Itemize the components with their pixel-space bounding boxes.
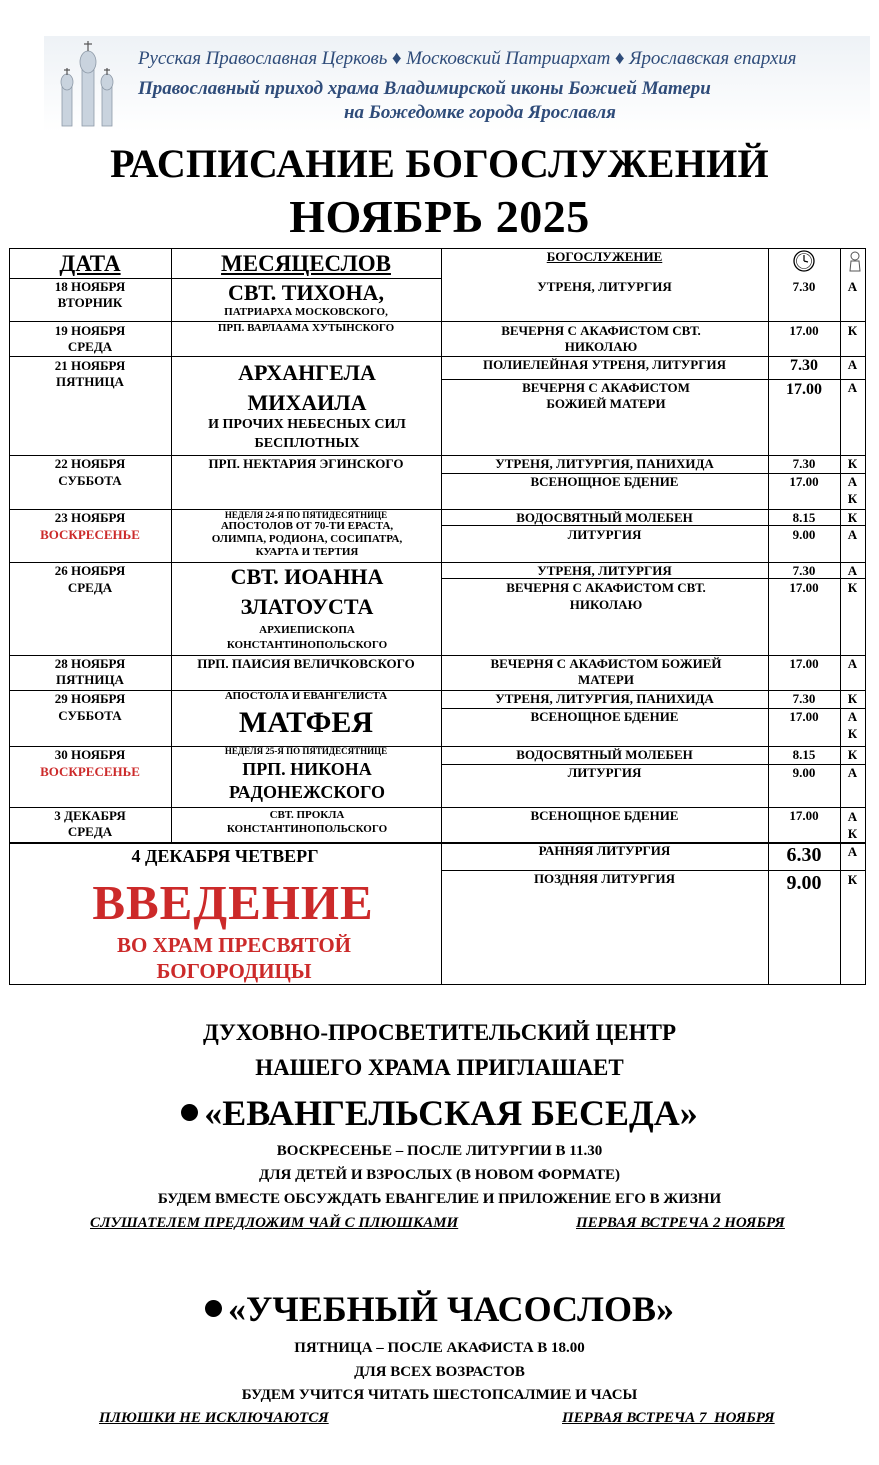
feast-subtitle: ВО ХРАМ ПРЕСВЯТОЙ БОГОРОДИЦЫ xyxy=(117,933,351,984)
bullet-icon xyxy=(205,1300,222,1317)
service-name: ВЕЧЕРНЯ С АКАФИСТОМ БОЖИЕЙ МАТЕРИ xyxy=(490,656,722,687)
clock-icon xyxy=(793,250,815,272)
service-name: УТРЕНЯ, ЛИТУРГИЯ, ПАНИХИДА xyxy=(495,691,714,706)
service-time: 7.30 xyxy=(792,563,816,578)
column-header-calendar: МЕСЯЦЕСЛОВ xyxy=(221,251,391,276)
event1-title: «ЕВАНГЕЛЬСКАЯ БЕСЕДА» xyxy=(204,1093,698,1133)
event1-title-row xyxy=(0,1092,879,1134)
event2-title-row xyxy=(0,1288,879,1330)
bullet-icon xyxy=(181,1104,198,1121)
feast-date: 4 ДЕКАБРЯ ЧЕТВЕРГ xyxy=(131,846,319,866)
page-title: РАСПИСАНИЕ БОГОСЛУЖЕНИЙ xyxy=(110,141,769,186)
service-name: УТРЕНЯ, ЛИТУРГИЯ xyxy=(537,563,672,578)
service-name: УТРЕНЯ, ЛИТУРГИЯ xyxy=(537,279,672,294)
event1-line-1: ВОСКРЕСЕНЬЕ – ПОСЛЕ ЛИТУРГИИ В 11.30 xyxy=(276,1143,603,1159)
service-time: 9.00 xyxy=(792,527,816,542)
row-saint-main: СВТ. ИОАННА ЗЛАТОУСТА xyxy=(230,564,384,619)
service-name: ВОДОСВЯТНЫЙ МОЛЕБЕН xyxy=(516,747,693,762)
event2-line-2: ДЛЯ ВСЕХ ВОЗРАСТОВ xyxy=(354,1364,525,1380)
row-date: 18 НОЯБРЯ ВТОРНИК xyxy=(54,279,126,310)
service-name: ЛИТУРГИЯ xyxy=(567,765,642,780)
service-time: 17.00 xyxy=(789,709,819,724)
row-saint-sub: АПОСТОЛОВ ОТ 70-ТИ ЕРАСТА, ОЛИМПА, РОДИОНА, СОСИПАТРА, КУАРТА И ТЕРТИЯ xyxy=(211,520,403,559)
row-saint-note: НЕДЕЛЯ 24-Я ПО ПЯТИДЕСЯТНИЦЕ xyxy=(224,510,388,520)
service-time: 17.00 xyxy=(789,656,819,671)
event1-line-3: БУДЕМ ВМЕСТЕ ОБСУЖДАТЬ ЕВАНГЕЛИЕ И ПРИЛОЖЕНИЕ ЕГО В ЖИЗНИ xyxy=(157,1191,722,1207)
event1-note-left: СЛУШАТЕЛЕМ ПРЕДЛОЖИМ ЧАЙ С ПЛЮШКАМИ xyxy=(90,1215,459,1231)
header-line-parish: Православный приход храма Владимирской иконы Божией Матери xyxy=(138,78,711,99)
grid-line xyxy=(865,248,866,985)
service-code: А xyxy=(847,357,858,372)
event2-note-right: ПЕРВАЯ ВСТРЕЧА 7 НОЯБРЯ xyxy=(562,1410,775,1426)
service-code: А К xyxy=(847,809,858,841)
service-code: К xyxy=(847,580,858,595)
row-saint-main: СВТ. ТИХОНА, xyxy=(228,280,384,305)
service-code: А xyxy=(847,563,858,578)
service-time: 7.30 xyxy=(792,691,816,706)
service-code: А К xyxy=(847,474,858,506)
center-line-1: ДУХОВНО-ПРОСВЕТИТЕЛЬСКИЙ ЦЕНТР xyxy=(202,1020,677,1045)
row-date: 23 НОЯБРЯ ВОСКРЕСЕНЬЕ xyxy=(40,510,140,542)
service-time: 6.30 xyxy=(786,844,822,866)
service-name: УТРЕНЯ, ЛИТУРГИЯ, ПАНИХИДА xyxy=(495,456,714,471)
service-name: ВЕЧЕРНЯ С АКАФИСТОМ СВТ. НИКОЛАЮ xyxy=(501,323,701,354)
priest-icon xyxy=(849,250,861,272)
row-saint-sub: СВТ. ПРОКЛА КОНСТАНТИНОПОЛЬСКОГО xyxy=(226,809,388,836)
column-header-date: ДАТА xyxy=(59,251,121,276)
row-saint-main: МАТФЕЯ xyxy=(238,706,374,739)
row-saint-main: АРХАНГЕЛА МИХАИЛА xyxy=(238,360,376,415)
row-saint-sub: И ПРОЧИХ НЕБЕСНЫХ СИЛ БЕСПЛОТНЫХ xyxy=(208,417,406,451)
service-code: А xyxy=(847,527,858,542)
event1-note-right: ПЕРВАЯ ВСТРЕЧА 2 НОЯБРЯ xyxy=(576,1215,785,1231)
service-code: А xyxy=(847,844,858,859)
service-code: К xyxy=(847,456,858,471)
service-time: 8.15 xyxy=(792,510,816,525)
column-header-service: БОГОСЛУЖЕНИЕ xyxy=(546,249,663,264)
service-time: 9.00 xyxy=(792,765,816,780)
service-name: ВСЕНОЩНОЕ БДЕНИЕ xyxy=(530,474,679,489)
service-name: РАННЯЯ ЛИТУРГИЯ xyxy=(538,843,671,858)
service-name: ВЕЧЕРНЯ С АКАФИСТОМ СВТ. НИКОЛАЮ xyxy=(506,580,706,612)
header-line-city: на Божедомке города Ярославля xyxy=(344,102,616,123)
service-name: ПОЗДНЯЯ ЛИТУРГИЯ xyxy=(533,871,676,886)
service-time: 17.00 xyxy=(789,323,819,338)
service-code: К xyxy=(847,747,858,762)
service-time: 9.00 xyxy=(786,872,822,894)
service-code: А xyxy=(847,380,858,395)
feast-name: ВВЕДЕНИЕ xyxy=(92,875,374,930)
row-date: 21 НОЯБРЯ ПЯТНИЦА xyxy=(54,358,126,389)
row-saint-main: ПРП. НИКОНА РАДОНЕЖСКОГО xyxy=(228,759,386,803)
month-title: НОЯБРЬ 2025 xyxy=(289,191,590,242)
service-name: ВСЕНОЩНОЕ БДЕНИЕ xyxy=(530,709,679,724)
service-code: А xyxy=(847,279,858,294)
service-code: А xyxy=(847,765,858,780)
service-time: 17.00 xyxy=(789,474,819,489)
service-name: ВОДОСВЯТНЫЙ МОЛЕБЕН xyxy=(516,510,693,525)
service-time: 17.00 xyxy=(789,580,819,595)
event2-line-3: БУДЕМ УЧИТСЯ ЧИТАТЬ ШЕСТОПСАЛМИЕ И ЧАСЫ xyxy=(241,1387,638,1403)
row-date: 26 НОЯБРЯ СРЕДА xyxy=(54,563,126,595)
center-line-2: НАШЕГО ХРАМА ПРИГЛАШАЕТ xyxy=(255,1055,624,1080)
row-date: 30 НОЯБРЯ ВОСКРЕСЕНЬЕ xyxy=(40,747,140,779)
row-saint-sub: ПАТРИАРХА МОСКОВСКОГО, xyxy=(224,306,388,318)
service-time: 8.15 xyxy=(792,747,816,762)
service-code: К xyxy=(847,510,858,525)
row-date: 3 ДЕКАБРЯ СРЕДА xyxy=(54,808,126,839)
schedule-table xyxy=(9,248,869,985)
row-date: 22 НОЯБРЯ СУББОТА xyxy=(54,456,126,488)
service-time: 17.00 xyxy=(789,808,819,823)
service-code: А К xyxy=(847,709,858,741)
row-date: 28 НОЯБРЯ ПЯТНИЦА xyxy=(54,656,126,687)
row-saint-main: ПРП. ВАРЛААМА ХУТЫНСКОГО xyxy=(217,322,395,334)
event2-note-left: ПЛЮШКИ НЕ ИСКЛЮЧАЮТСЯ xyxy=(99,1410,329,1426)
service-name: ПОЛИЕЛЕЙНАЯ УТРЕНЯ, ЛИТУРГИЯ xyxy=(482,357,727,372)
service-time: 7.30 xyxy=(792,279,816,294)
service-time: 7.30 xyxy=(792,456,816,471)
row-date: 19 НОЯБРЯ СРЕДА xyxy=(54,323,126,354)
church-domes-icon xyxy=(54,38,120,130)
event1-line-2: ДЛЯ ДЕТЕЙ И ВЗРОСЛЫХ (В НОВОМ ФОРМАТЕ) xyxy=(259,1167,620,1183)
event2-title: «УЧЕБНЫЙ ЧАСОСЛОВ» xyxy=(227,1289,674,1329)
service-code: А xyxy=(847,656,858,671)
parish-header xyxy=(44,36,870,132)
row-saint-main: ПРП. ПАИСИЯ ВЕЛИЧКОВСКОГО xyxy=(197,656,415,671)
service-time: 17.00 xyxy=(786,381,822,398)
service-time: 7.30 xyxy=(790,357,818,374)
row-date: 29 НОЯБРЯ СУББОТА xyxy=(54,691,126,723)
row-saint-note: НЕДЕЛЯ 25-Я ПО ПЯТИДЕСЯТНИЦЕ xyxy=(224,746,388,756)
row-saint-main: ПРП. НЕКТАРИЯ ЭГИНСКОГО xyxy=(208,456,404,471)
service-name: ЛИТУРГИЯ xyxy=(567,527,642,542)
row-saint-sub: АРХИЕПИСКОПА КОНСТАНТИНОПОЛЬСКОГО xyxy=(226,624,388,651)
header-line-church: Русская Православная Церковь ♦ Московский Патриархат ♦ Ярославская епархия xyxy=(138,48,797,69)
service-name: ВЕЧЕРНЯ С АКАФИСТОМ БОЖИЕЙ МАТЕРИ xyxy=(522,380,690,411)
service-code: К xyxy=(847,872,858,887)
service-code: К xyxy=(847,691,858,706)
event2-line-1: ПЯТНИЦА – ПОСЛЕ АКАФИСТА В 18.00 xyxy=(294,1340,585,1356)
row-saint-note: АПОСТОЛА И ЕВАНГЕЛИСТА xyxy=(224,690,388,702)
service-name: ВСЕНОЩНОЕ БДЕНИЕ xyxy=(530,808,679,823)
service-code: К xyxy=(847,323,858,338)
